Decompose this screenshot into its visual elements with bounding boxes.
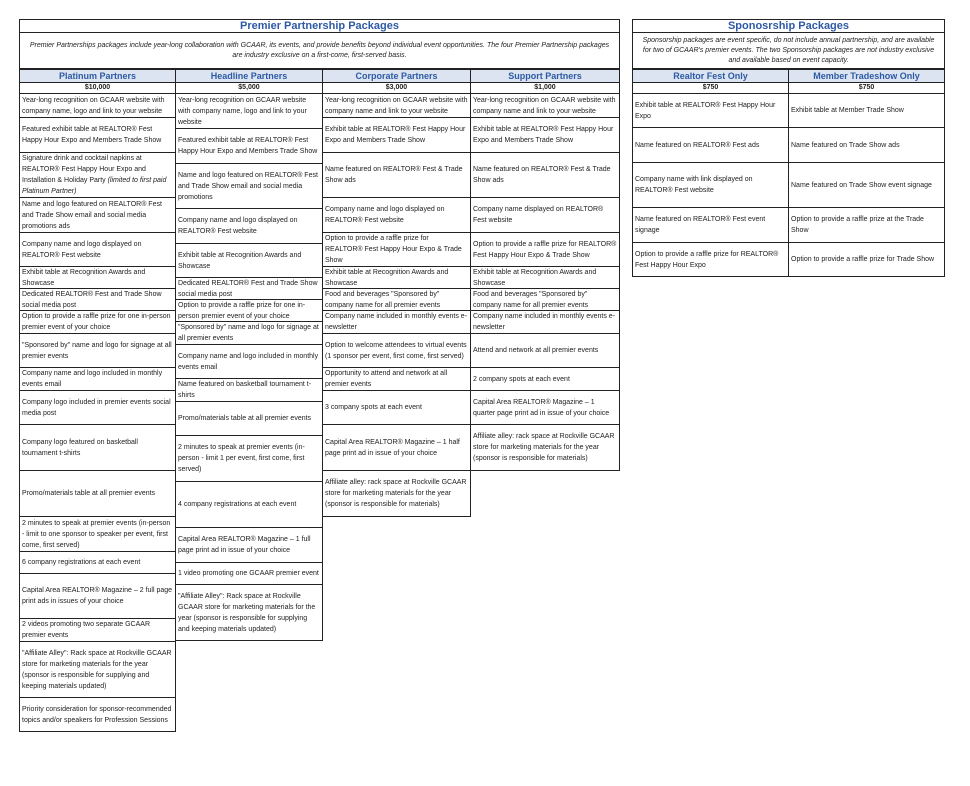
benefit-cell <box>470 198 620 233</box>
column-header: Corporate Partners <box>322 69 471 83</box>
benefit-text: Option to provide a raffle prize for one in-person premier event of your choice <box>22 313 171 331</box>
benefit-text: Year-long recognition on GCAAR website with company name and link to your website <box>473 96 616 115</box>
benefit-text: Food and beverages "Sponsored by" company name for all premier events <box>473 290 589 309</box>
benefit-text: Name featured on basketball tournament t-shirts <box>178 381 312 399</box>
benefit-cell <box>322 94 471 118</box>
benefit-text: Company name displayed on REALTOR® Fest website <box>473 206 604 224</box>
benefit-cell <box>470 233 620 267</box>
benefit-cell <box>175 585 323 641</box>
benefit-cell <box>470 289 620 311</box>
benefit-cell <box>322 289 471 311</box>
benefit-cell <box>632 128 789 163</box>
benefit-text: Option to provide a raffle prize for Trade Show <box>791 256 935 263</box>
benefit-cell <box>175 322 323 345</box>
benefit-cell <box>322 368 471 391</box>
sponsorship-title: Sponosrship Packages <box>632 19 945 33</box>
benefit-cell <box>175 164 323 209</box>
benefit-text: Exhibit table at Recognition Awards and Showcase <box>178 251 302 270</box>
platinum-column <box>19 69 176 732</box>
benefit-cell <box>175 528 323 563</box>
benefit-cell <box>470 311 620 334</box>
premier-description <box>19 33 620 69</box>
benefit-text: Signature drink and cocktail napkins at REALTOR® Fest Happy Hour Expo and Installation & Holiday Party (limited to first paid Platinum Partner) <box>22 155 167 195</box>
benefit-text: Option to provide a raffle prize at the Trade Show <box>791 216 924 234</box>
benefit-text: Company logo featured on basketball tournament t-shirts <box>22 438 138 457</box>
benefit-text: Capital Area REALTOR® Magazine – 1 half page print ad in issue of your choice <box>325 438 460 457</box>
column-price: $750 <box>788 83 945 94</box>
benefit-text: 1 video promoting one GCAAR premier event <box>178 570 319 577</box>
column-header: Member Tradeshow Only <box>788 69 945 83</box>
benefit-text: Exhibit table at Recognition Awards and Showcase <box>473 268 597 287</box>
benefit-text: 2 videos promoting two separate GCAAR premier events <box>22 621 151 639</box>
benefit-text: Company name and logo included in monthly events email <box>178 352 319 371</box>
column-price: $1,000 <box>470 83 620 94</box>
benefit-text: Option to provide a raffle prize for REALTOR® Fest Happy Hour Expo & Trade Show <box>473 240 617 259</box>
benefit-cell <box>19 334 176 368</box>
benefit-cell <box>175 209 323 244</box>
benefit-text: Company name included in monthly events e-newsletter <box>325 313 468 331</box>
benefit-text: Option to provide a raffle prize for REALTOR® Fest Happy Hour Expo & Trade Show <box>325 235 462 264</box>
benefit-text: Exhibit table at REALTOR® Fest Happy Hour Expo and Members Trade Show <box>325 126 466 144</box>
benefit-text: Food and beverages "Sponsored by" company name for all premier events <box>325 290 441 309</box>
benefit-text: "Sponsored by" name and logo for signage at all premier events <box>22 341 172 360</box>
column-price: $750 <box>632 83 789 94</box>
benefit-cell <box>788 128 945 163</box>
benefit-text: Capital Area REALTOR® Magazine – 1 full page print ad in issue of your choice <box>178 536 311 554</box>
benefit-cell <box>19 391 176 425</box>
benefit-cell <box>322 471 471 517</box>
benefit-text: Capital Area REALTOR® Magazine – 2 full page print ads in issues of your choice <box>22 587 173 605</box>
benefit-text: 4 company registrations at each event <box>178 501 297 508</box>
benefit-text: Option to welcome attendees to virtual events (1 sponsor per event, first come, first served) <box>325 341 467 360</box>
benefit-text: Dedicated REALTOR® Fest and Trade Show social media post <box>178 279 318 298</box>
benefit-text: Exhibit table at Recognition Awards and Showcase <box>22 268 146 287</box>
benefit-text: "Affiliate Alley": Rack space at Rockville GCAAR store for marketing materials for the year (sponsor is responsible for supplying and keeping materials updated) <box>178 592 316 633</box>
member-tradeshow-column <box>788 69 945 277</box>
benefit-cell <box>470 153 620 198</box>
benefit-cell <box>19 574 176 619</box>
benefit-cell <box>788 163 945 208</box>
benefit-text: Company name and logo displayed on REALTOR® Fest website <box>22 240 142 259</box>
benefit-cell <box>322 425 471 471</box>
benefit-cell <box>470 118 620 153</box>
benefit-cell <box>19 233 176 267</box>
benefit-cell <box>175 94 323 129</box>
benefit-text: Option to provide a raffle prize for REALTOR® Fest Happy Hour Expo <box>635 250 779 269</box>
benefit-cell <box>632 94 789 128</box>
benefit-cell <box>19 153 176 198</box>
benefit-cell <box>788 243 945 277</box>
benefit-text: Attend and network at all premier events <box>473 347 599 354</box>
benefit-cell <box>19 642 176 698</box>
benefit-text: Name featured on REALTOR® Fest & Trade Show ads <box>473 166 611 184</box>
benefit-cell <box>19 552 176 574</box>
benefit-text: Name featured on REALTOR® Fest ads <box>635 141 760 149</box>
benefit-note: (limited to first paid Platinum Partner) <box>22 177 167 195</box>
benefit-cell <box>175 278 323 300</box>
benefit-text: Year-long recognition on GCAAR website with company name, logo and link to your website <box>22 96 165 115</box>
benefit-cell <box>470 425 620 471</box>
benefit-cell <box>175 563 323 585</box>
benefit-cell <box>322 334 471 368</box>
benefit-text: 2 minutes to speak at premier events (in-person - limit 1 per event, first come, first served) <box>178 444 305 473</box>
support-column <box>470 69 620 471</box>
benefit-text: 6 company registrations at each event <box>22 559 141 566</box>
benefit-text: 2 company spots at each event <box>473 375 570 383</box>
benefit-cell <box>322 233 471 267</box>
benefit-cell <box>470 334 620 368</box>
benefit-text: Exhibit table at Recognition Awards and Showcase <box>325 268 449 287</box>
benefit-text: Company name and logo displayed on REALTOR® Fest website <box>178 217 298 235</box>
column-header: Headline Partners <box>175 69 323 83</box>
benefit-text: Option to provide a raffle prize for one in-person premier event of your choice <box>178 301 306 320</box>
benefit-cell <box>470 368 620 391</box>
benefit-cell <box>19 289 176 311</box>
benefit-text: Exhibit table at REALTOR® Fest Happy Hour Expo <box>635 101 776 120</box>
benefit-cell <box>19 94 176 118</box>
benefit-cell <box>632 208 789 243</box>
benefit-text: Name and logo featured on REALTOR® Fest and Trade Show email and social media promotions <box>178 171 318 201</box>
benefit-cell <box>175 244 323 278</box>
benefit-cell <box>19 118 176 153</box>
benefit-cell <box>175 402 323 436</box>
column-price: $10,000 <box>19 83 176 94</box>
benefit-cell <box>19 425 176 471</box>
benefit-text: Exhibit table at Member Trade Show <box>791 107 904 114</box>
benefit-text: Capital Area REALTOR® Magazine – 1 quarter page print ad in issue of your choice <box>473 398 610 417</box>
realtor-fest-column <box>632 69 789 277</box>
benefit-cell <box>19 517 176 552</box>
benefit-text: Promo/materials table at all premier events <box>178 415 312 422</box>
benefit-text: Name and logo featured on REALTOR® Fest and Trade Show email and social media promotions ads <box>22 200 162 230</box>
premier-title: Premier Partnership Packages <box>19 19 620 33</box>
benefit-cell <box>19 471 176 517</box>
benefit-cell <box>632 163 789 208</box>
benefit-text: Year-long recognition on GCAAR website with company name and link to your website <box>325 96 468 115</box>
benefit-text: Affiliate alley: rack space at Rockville GCAAR store for marketing materials for the year (sponsor is responsible for materials) <box>325 479 467 508</box>
benefit-cell <box>175 482 323 528</box>
benefit-cell <box>788 94 945 128</box>
column-price: $3,000 <box>322 83 471 94</box>
benefit-cell <box>322 198 471 233</box>
benefit-cell <box>322 153 471 198</box>
benefit-cell <box>175 345 323 379</box>
benefit-text: 2 minutes to speak at premier events (in-person - limit to one sponsor to speaker per event, first come, first served) <box>22 519 171 549</box>
benefit-cell <box>322 267 471 289</box>
column-header: Realtor Fest Only <box>632 69 789 83</box>
benefit-cell <box>470 94 620 118</box>
benefit-text: Dedicated REALTOR® Fest and Trade Show social media post <box>22 290 162 309</box>
benefit-text: Featured exhibit table at REALTOR® Fest Happy Hour Expo and Members Trade Show <box>22 126 162 144</box>
benefit-text: Company name and logo displayed on REALTOR® Fest website <box>325 206 445 224</box>
benefit-text: Affiliate alley: rack space at Rockville GCAAR store for marketing materials for the year (sponsor is responsible for materials) <box>473 433 615 462</box>
benefit-text: 3 company spots at each event <box>325 404 422 411</box>
benefit-cell <box>322 311 471 334</box>
benefit-cell <box>470 391 620 425</box>
benefit-cell <box>632 243 789 277</box>
column-price: $5,000 <box>175 83 323 94</box>
benefit-text: Year-long recognition on GCAAR website with company name, logo and link to your website <box>178 96 307 126</box>
benefit-cell <box>175 436 323 482</box>
benefit-cell <box>19 267 176 289</box>
benefit-text: Opportunity to attend and network at all premier events <box>325 370 448 388</box>
benefit-text: Company name and logo included in monthly events email <box>22 370 163 388</box>
benefit-text: Exhibit table at REALTOR® Fest Happy Hour Expo and Members Trade Show <box>473 126 614 144</box>
benefit-cell <box>175 300 323 322</box>
benefit-cell <box>788 208 945 243</box>
benefit-cell <box>19 698 176 732</box>
premier-description-text: Premier Partnerships packages include year-long collaboration with GCAAR, its events, and provide benefits beyond individual event opportunities. The four Premier Partnership packages are industry exclusive on a first-come, first-served basis. <box>29 41 610 59</box>
sponsorship-description <box>632 33 945 69</box>
benefit-text: Company name with link displayed on REALTOR® Fest website <box>635 176 753 194</box>
benefit-cell <box>175 379 323 402</box>
benefit-text: Company logo included in premier events social media post <box>22 398 171 417</box>
benefit-cell <box>470 267 620 289</box>
benefit-text: Priority consideration for sponsor-recommended topics and/or speakers for Profession Sessions <box>22 705 172 724</box>
benefit-text: "Sponsored by" name and logo for signage at all premier events <box>178 324 319 342</box>
benefit-cell <box>322 118 471 153</box>
benefit-cell <box>322 391 471 425</box>
benefit-text: Name featured on Trade Show event signage <box>791 181 932 189</box>
column-header: Support Partners <box>470 69 620 83</box>
benefit-text: "Affiliate Alley": Rack space at Rockville GCAAR store for marketing materials for the year (sponsor is responsible for supplying and keeping materials updated) <box>22 649 172 690</box>
benefit-text: Company name included in monthly events e-newsletter <box>473 313 616 331</box>
benefit-text: Name featured on REALTOR® Fest event signage <box>635 216 766 234</box>
benefit-cell <box>19 368 176 391</box>
benefit-cell <box>19 619 176 642</box>
benefit-cell <box>19 311 176 334</box>
column-header: Platinum Partners <box>19 69 176 83</box>
benefit-cell <box>175 129 323 164</box>
benefit-text: Featured exhibit table at REALTOR® Fest Happy Hour Expo and Members Trade Show <box>178 137 318 155</box>
benefit-text: Name featured on REALTOR® Fest & Trade Show ads <box>325 166 463 184</box>
benefit-cell <box>19 198 176 233</box>
corporate-column <box>322 69 471 517</box>
sponsorship-description-text: Sponsorship packages are event specific, do not include annual partnership, and are available for two of GCAAR's premier events. The two Sponsorship packages are not industry exclusive and available based on event capacity. <box>642 36 935 64</box>
benefit-text: Promo/materials table at all premier events <box>22 490 156 497</box>
benefit-text: Name featured on Trade Show ads <box>791 141 900 149</box>
headline-column <box>175 69 323 641</box>
